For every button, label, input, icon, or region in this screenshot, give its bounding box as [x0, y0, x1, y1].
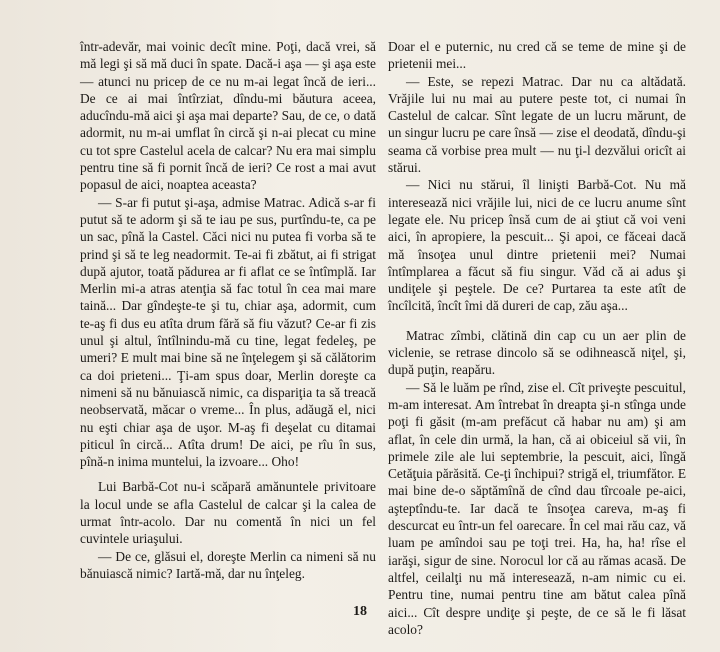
- paragraph: Lui Barbă-Cot nu-i scăpară amănuntele privitoare la locul unde se afla Castelul de calcar şi la calea de urmat într-acolo. Dar nu comentă în nici un fel cuvintele uriaşului.: [80, 479, 376, 547]
- paragraph: — Este, se repezi Matrac. Dar nu ca altădată. Vrăjile lui nu mai au putere peste tot, ci numai în Castelul de calcar. Sînt legate de un lucru mărunt, de un singur lucru pe care însă — zise el deodată, dîndu-şi seama că vorbise prea mult — nu ţi-l dezvălui oricît ai stărui.: [388, 73, 686, 176]
- right-text-column: [388, 38, 686, 638]
- paragraph: — Nici nu stărui, îl linişti Barbă-Cot. Nu mă interesează nici vrăjile lui, nici de ce lucru anume sînt legate ele. Nu pricep însă cum de ai ştiut că voi veni aici, în apropiere, la pescuit... Şi apoi, ce făceai dacă mă însoţea unul dintre prietenii mei? Numai întîmplarea a făcut să fiu singur. Văd că ai adus şi undiţele şi peştele. De ce? Purtarea ta este atît de încîlcită, încît îmi dă dureri de cap, zău aşa...: [388, 177, 686, 314]
- page-number: 18: [353, 604, 367, 619]
- paragraph: Doar el e puternic, nu cred că se teme de mine şi de prietenii mei...: [388, 39, 686, 72]
- paragraph: Matrac zîmbi, clătină din cap cu un aer plin de viclenie, se retrase dincolo să se odihnească niţel, şi, după puţin, reapăru.: [388, 327, 686, 378]
- paragraph: — De ce, glăsui el, doreşte Merlin ca nimeni să nu bănuiască nimic? Iartă-mă, dar nu înţeleg.: [80, 548, 376, 581]
- paragraph: — S-ar fi putut şi-aşa, admise Matrac. Adică s-ar fi putut să te adorm şi să te iau pe sus, purtîndu-te, ca pe un sac, pînă la Castel. Căci nici nu putea fi vorba să te prind şi să te leg neadormit. Te-ai fi zbătut, ai fi strigat după ajutor, toată pădurea ar fi aflat ce se întîmplă. Iar Merlin mi-a atras atenţia să fac totul în cea mai mare taină... Dar gîndeşte-te şi tu, chiar aşa, adormit, cum te-aş fi dus eu atîta drum fără să fiu văzut? Ce-ar fi zis unul şi altul, întîlnindu-mă cu tine, legat fedeleş, pe umeri? E mult mai bine să ne înţelegem şi să călătorim ca doi prieteni... Ţi-am spus doar, Merlin doreşte ca nimeni să nu bănuiască nimic, ca dispariţia ta să treacă neobservată, măcar o vreme... În plus, adăugă el, nici nu eşti chiar aşa de uşor. M-aş fi deşelat cu ditamai piticul în circă... Atîta drum! De aici, pe rîu în sus, pînă-n inima muntelui, la izvoare... Oho!: [80, 194, 376, 470]
- paragraph: într-adevăr, mai voinic decît mine. Poţi, dacă vrei, să mă legi şi să mă duci în spate. Dacă-i aşa — şi aşa este — atunci nu pricep de ce nu m-ai legat încă de ieri... De ce ai mai întîrziat, dîndu-mi băutura aceea, aducîndu-mă aici şi aşa mai departe? Sau, de ce, o dată adormit, nu m-ai umflat în circă şi n-ai plecat cu mine cu tot spre Castelul acela de calcar? Nu era mai simplu pentru tine să fi pornit încă de ieri? Ce rost a mai avut popasul de aici, noaptea aceasta?: [80, 39, 376, 193]
- paragraph: — Să le luăm pe rînd, zise el. Cît priveşte pescuitul, m-am interesat. Am întrebat în dreapta şi-n stînga unde poţi fi găsit (m-am prefăcut că habar nu am) şi am aflat, în cele din urmă, la han, că ai obiceiul să vii, în primele zile ale lui septembrie, la pescuit, aici, lîngă Cetăţuia părăsită. Ce-ţi închipui? strigă el, triumfător. E mai bine de-o săptămînă de cînd dau tîrcoale pe-aici, aşteptîndu-te. Iar dacă te însoţea careva, m-aş fi descurcat eu într-un fel oarecare. În cel mai rău caz, vă luam pe amîndoi sau pe toţi trei. Ha, ha, ha! rîse el iarăşi, sigur de sine. Norocul lor că au rămas acasă. De altfel, ceilalţi nu mă interesează, n-am nimic cu ei. Pentru tine, numai pentru tine am bătut calea pînă aici... Cît despre undiţe şi peşte, de ce să le fi lăsat acolo?: [388, 379, 686, 637]
- left-text-column: [80, 38, 376, 582]
